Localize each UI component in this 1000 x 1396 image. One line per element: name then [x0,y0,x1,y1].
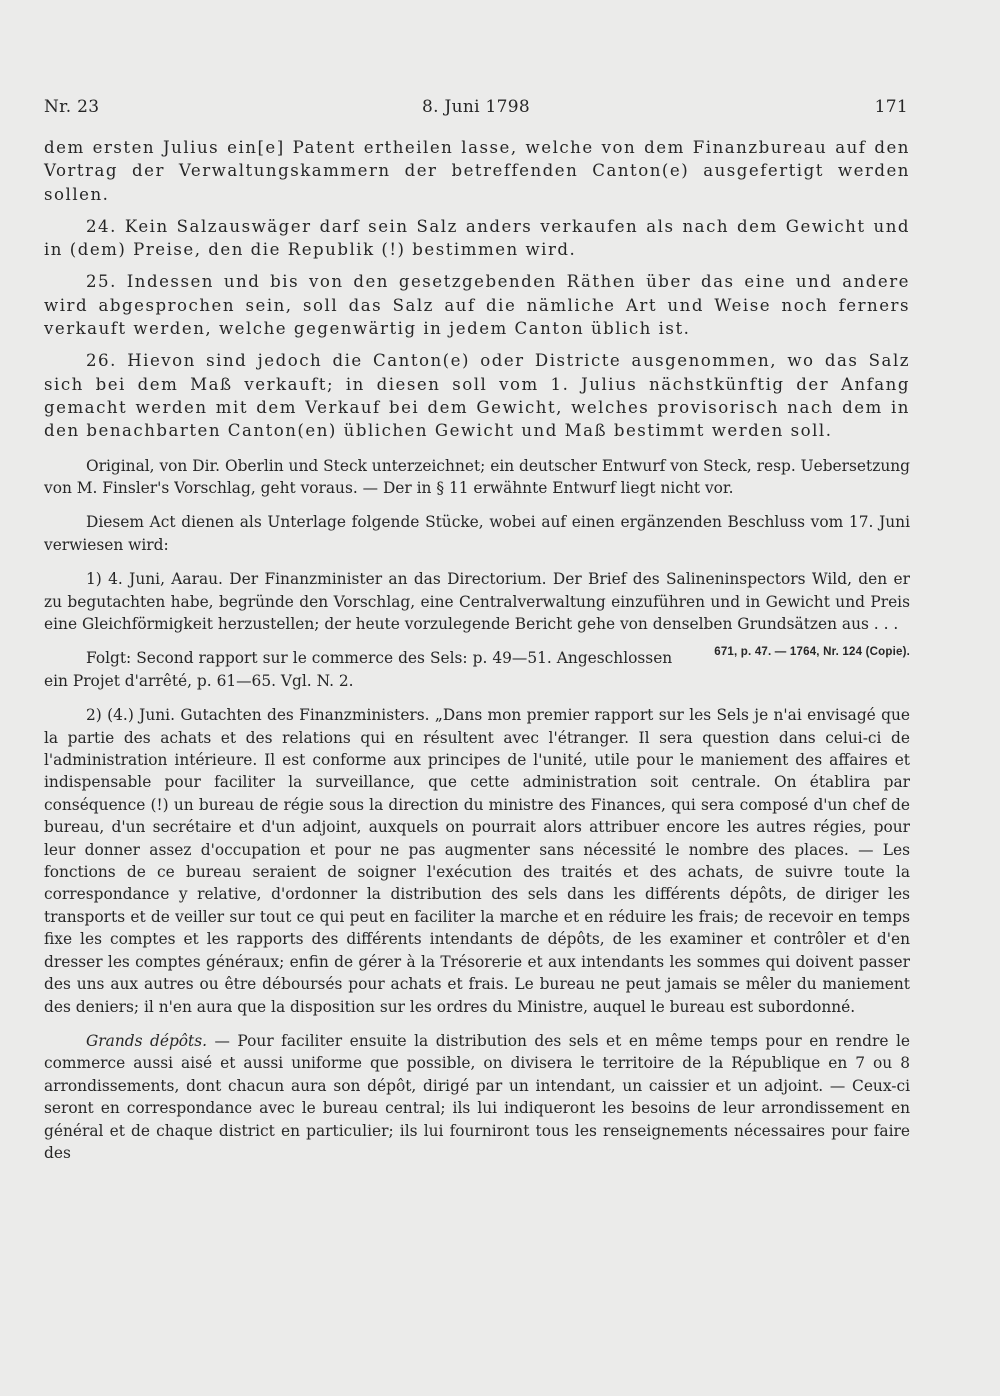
article-26: 26. Hievon sind jedoch die Canton(e) oder Districte ausgenommen, wo das Salz sich bei dem Maß verkauft; in diesen soll vom 1. Julius nächstkünftig der Anfang gemacht werden mit dem Verkauf bei dem Gewicht, welches provisorisch nach dem in den benachbarten Canton(en) üblichen Gewicht und Maß bestimmt werden soll. [44,351,910,441]
section-label: Grands dépôts. [86,1031,208,1050]
page-body [44,136,910,1164]
document-number: Nr. 23 [44,97,100,117]
annex-item-1-date: 1) 4. Juni, Aarau. [86,570,223,589]
annex-item-1 [44,568,910,659]
paragraph-continuation: dem ersten Julius ein[e] Patent ertheilen lasse, welche von dem Finanzbureau auf den Vortrag der Verwaltungskammern der betreffenden Canton(e) ausgefertigt werden sollen. [44,138,910,204]
archive-reference: 671, p. 47. — 1764, Nr. 124 (Copie). [714,646,910,659]
grands-depots-text: — Pour faciliter ensuite la distribution des sels et en même temps pour en rendre le commerce aussi aisé et aussi uniforme que possible, on divisera le territoire de la République en 7 ou 8 arrondissements, dont chacun aura son dépôt, dirigé par un intendant, un caissier et un adjoint. — Ceux-ci seront en correspondance avec le bureau central; ils lui indiqueront les besoins de leur arrondissement en général et de chaque district en particulier; ils lui fourniront tous les renseignements nécessaires pour faire des [44,1031,910,1162]
grands-depots-paragraph [44,1030,910,1164]
follows-note: Folgt: Second rapport sur le commerce des Sels: p. 49—51. Angeschlossen ein Projet d'arrêté, p. 61—65. Vgl. N. 2. [44,649,673,690]
article-24: 24. Kein Salzauswäger darf sein Salz anders verkaufen als nach dem Gewicht und in (dem) Preise, den die Republik (!) bestimmen wird. [44,216,910,260]
page-number: 171 [874,97,908,117]
article-25: 25. Indessen und bis von den gesetzgebenden Räthen über das eine und andere wird abgesprochen sein, soll das Salz auf die nämliche Art und Weise noch ferners verkauft werden, welche gegenwärtig in jedem Canton üblich ist. [44,272,910,339]
annex-item-1-text: Der Finanzminister an das Directorium. Der Brief des Salineninspectors Wild, den er zu begutachten habe, begründe den Vorschlag, eine Centralverwaltung einzuführen und in Gewicht und Preis eine Gleichförmigkeit herzustellen; der heute vorzulegende Bericht gehe von denselben Grundsätzen aus . . . [44,570,910,633]
annex-intro: Diesem Act dienen als Unterlage folgende Stücke, wobei auf einen ergänzenden Beschluss vom 17. Juni verwiesen wird: [44,513,910,554]
source-note: Original, von Dir. Oberlin und Steck unterzeichnet; ein deutscher Entwurf von Steck, resp. Uebersetzung von M. Finsler's Vorschlag, geht voraus. — Der in § 11 erwähnte Entwurf liegt nicht vor. [44,456,910,497]
document-date: 8. Juni 1798 [421,97,531,117]
annex-item-2: 2) (4.) Juni. Gutachten des Finanzministers. „Dans mon premier rapport sur les Sels je n'ai envisagé que la partie des achats et des relations qui en résultent avec l'étranger. Il sera question dans celui-ci de l'administration intérieure. Il est conforme aux principes de l'unité, utile pour le maniement des affaires et indispensable pour faciliter la surveillance, que cette administration soit centrale. On établira par conséquence (!) un bureau de régie sous la direction du ministre des Finances, qui sera composé d'un chef de bureau, d'un secrétaire et d'un adjoint, auxquels on pourrait alors attribuer encore les autres régies, pour leur donner assez d'occupation et pour ne pas augmenter sans nécessité le nombre des places. — Les fonctions de ce bureau seraient de soigner l'exécution des traités et des achats, de suivre toute la correspondance y relative, d'ordonner la distribution des sels dans les différents dépôts, de diriger les transports et de veiller sur tout ce qui peut en faciliter la marche et en réduire les frais; de recevoir en temps fixe les comptes et les rapports des différents intendants de dépôts, de les examiner et contrôler et d'en dresser les comptes généraux; enfin de gérer à la Trésorerie et aux intendants les sommes qui doivent passer des uns aux autres ou être déboursés pour achats et frais. Le bureau ne peut jamais se mêler du maniement des deniers; il n'en aura que la disposition sur les ordres du Ministre, auquel le bureau est subordonné. [44,706,910,1016]
